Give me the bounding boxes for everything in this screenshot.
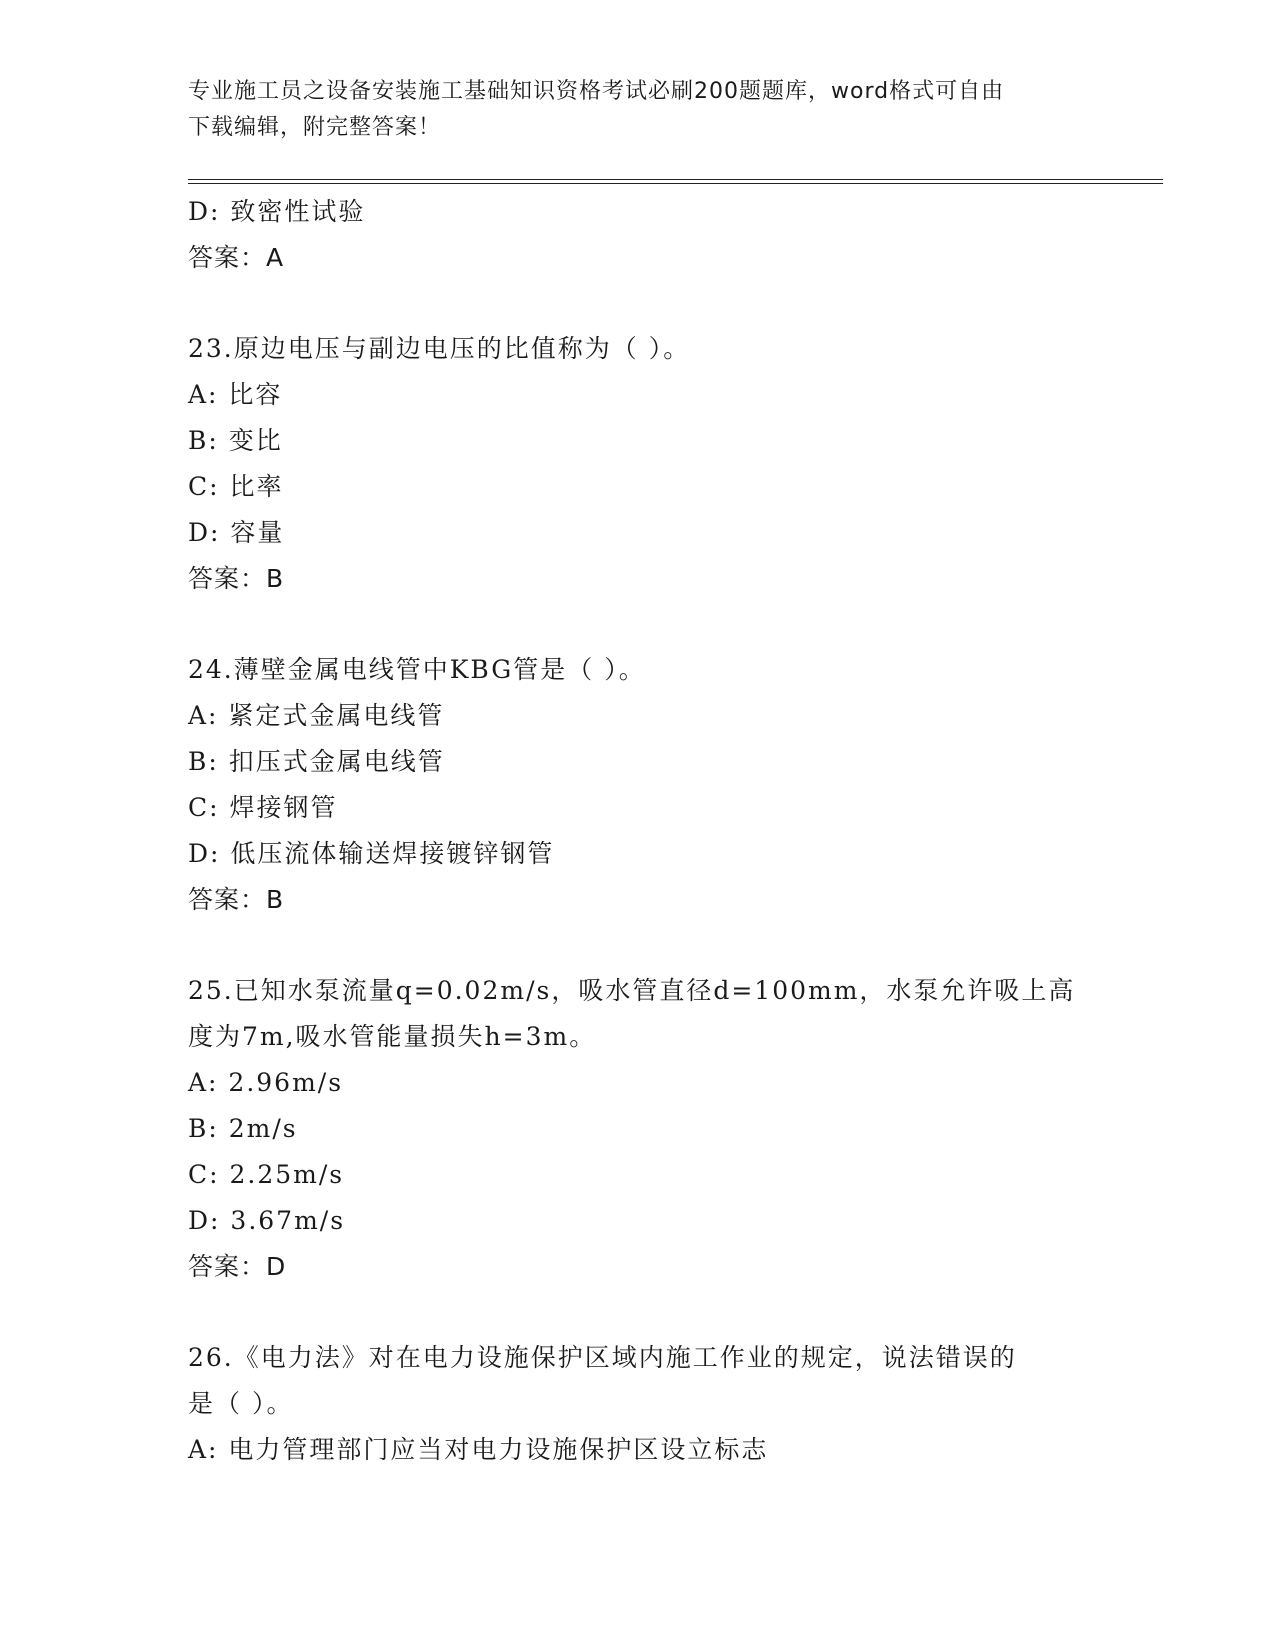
question-26-stem-line-1: 26.《电力法》对在电力设施保护区域内施工作业的规定，说法错误的 <box>188 1343 1017 1372</box>
option-b: B: 2m/s <box>188 1114 298 1143</box>
option-a: A: 电力管理部门应当对电力设施保护区设立标志 <box>188 1435 769 1464</box>
question-23-stem: 23.原边电压与副边电压的比值称为（ ）。 <box>188 334 691 363</box>
option-c: C: 焊接钢管 <box>188 793 338 822</box>
question-26-stem-line-2: 是（ ）。 <box>188 1389 294 1418</box>
header-line-2: 下载编辑，附完整答案！ <box>188 115 442 140</box>
option-a: A: 2.96m/s <box>188 1068 344 1097</box>
question-25-stem-line-1: 25.已知水泵流量q=0.02m/s，吸水管直径d=100mm，水泵允许吸上高 <box>188 976 1076 1005</box>
question-24-stem: 24.薄壁金属电线管中KBG管是（ ）。 <box>188 655 646 684</box>
question-25-stem-line-2: 度为7m,吸水管能量损失h=3m。 <box>188 1022 597 1051</box>
answer-line: 答案：B <box>188 564 285 593</box>
option-b: B: 扣压式金属电线管 <box>188 747 445 776</box>
option-d: D: 致密性试验 <box>188 197 366 226</box>
option-b: B: 变比 <box>188 426 283 455</box>
answer-line: 答案：B <box>188 885 285 914</box>
option-a: A: 紧定式金属电线管 <box>188 701 445 730</box>
answer-line: 答案：D <box>188 1252 287 1281</box>
question-list <box>188 189 1163 1473</box>
option-d: D: 容量 <box>188 518 285 547</box>
answer-line: 答案：A <box>188 243 285 272</box>
option-a: A: 比容 <box>188 380 283 409</box>
document-header <box>188 74 1088 146</box>
option-d: D: 低压流体输送焊接镀锌钢管 <box>188 839 555 868</box>
header-divider <box>188 179 1163 184</box>
option-c: C: 2.25m/s <box>188 1160 345 1189</box>
header-line-1: 专业施工员之设备安装施工基础知识资格考试必刷200题题库，word格式可自由 <box>188 79 1005 104</box>
option-d: D: 3.67m/s <box>188 1206 346 1235</box>
option-c: C: 比率 <box>188 472 284 501</box>
